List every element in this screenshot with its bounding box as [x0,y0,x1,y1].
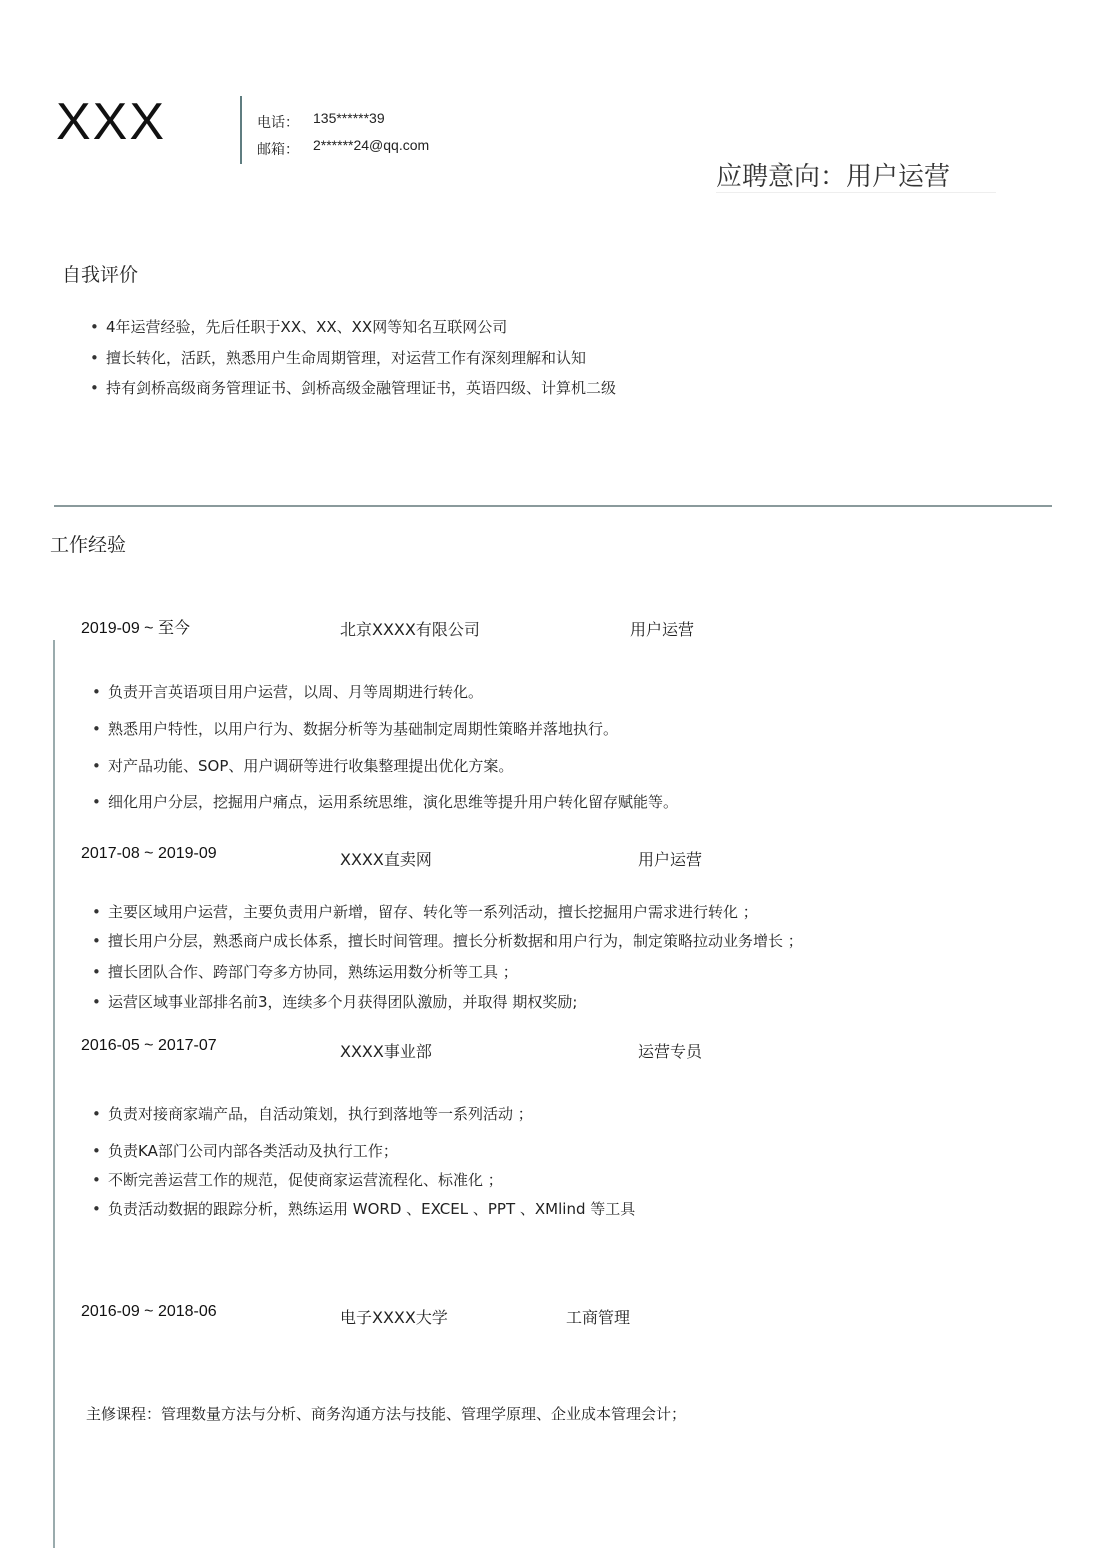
job-item: • 负责对接商家端产品，自活动策划，执行到落地等一系列活动 ； [92,1103,533,1124]
job-item: • 负责活动数据的跟踪分析，熟练运用 WORD 、EXCEL 、PPT 、XMlind 等工具 [92,1198,635,1219]
email-value: 2******24@qq.com [313,137,430,153]
job-company: XXXX事业部 [340,1042,432,1061]
self-eval-item: • 4年运营经验，先后任职于XX、XX、XX网等知名互联网公司 [90,316,507,337]
phone-label: 电话： [257,115,299,131]
job-item: • 细化用户分层，挖掘用户痛点，运用系统思维，演化思维等提升用户转化留存赋能等。 [92,791,678,812]
job-company: XXXX直卖网 [340,850,432,869]
job-company: 北京XXXX有限公司 [340,620,480,639]
email-label: 邮箱： [257,142,299,158]
timeline-bar [53,640,55,1548]
self-eval-title: 自我评价 [62,264,139,286]
intent-underline [716,192,996,193]
job-item: • 熟悉用户特性，以用户行为、数据分析等为基础制定周期性策略并落地执行。 [92,718,618,739]
job-item: • 对产品功能、SOP、用户调研等进行收集整理提出优化方案。 [92,755,513,776]
job-item: • 擅长团队合作、跨部门夸多方协同，熟练运用数分析等工具 ； [92,961,518,982]
job-role: 用户运营 [630,620,695,639]
candidate-name: XXX [56,93,167,151]
phone-value: 135******39 [313,110,385,126]
job-item: • 负责KA部门公司内部各类活动及执行工作； [92,1140,398,1161]
edu-school: 电子XXXX大学 [340,1308,448,1327]
self-eval-item: • 持有剑桥高级商务管理证书、剑桥高级金融管理证书，英语四级、计算机二级 [90,377,616,398]
job-item: • 擅长用户分层，熟悉商户成长体系，擅长时间管理。擅长分析数据和用户行为，制定策略拉动业务增长 ； [92,930,803,951]
job-role: 用户运营 [638,850,703,869]
section-divider [54,505,1052,507]
self-eval-item: • 擅长转化，活跃，熟悉用户生命周期管理，对运营工作有深刻理解和认知 [90,347,586,368]
job-date: 2017-08 ~ 2019-09 [81,845,217,862]
job-date: 2016-05 ~ 2017-07 [81,1037,217,1054]
job-item: • 负责开言英语项目用户运营，以周、月等周期进行转化。 [92,681,483,702]
job-role: 运营专员 [638,1042,703,1061]
job-date: 2019-09 ~ 至今 [81,620,190,637]
header-divider [240,96,242,164]
edu-courses: 主修课程：管理数量方法与分析、商务沟通方法与技能、管理学原理、企业成本管理会计； [86,1405,687,1423]
edu-major: 工商管理 [566,1308,631,1327]
job-item: • 运营区域事业部排名前3，连续多个月获得团队激励，并取得 期权奖励; [92,991,577,1012]
job-item: • 不断完善运营工作的规范，促使商家运营流程化、标准化 ； [92,1169,503,1190]
work-title: 工作经验 [50,534,127,556]
edu-date: 2016-09 ~ 2018-06 [81,1303,217,1320]
job-intent: 应聘意向：用户运营 [716,162,951,192]
job-item: • 主要区域用户运营，主要负责用户新增，留存、转化等一系列活动，擅长挖掘用户需求进行转化 ； [92,901,758,922]
